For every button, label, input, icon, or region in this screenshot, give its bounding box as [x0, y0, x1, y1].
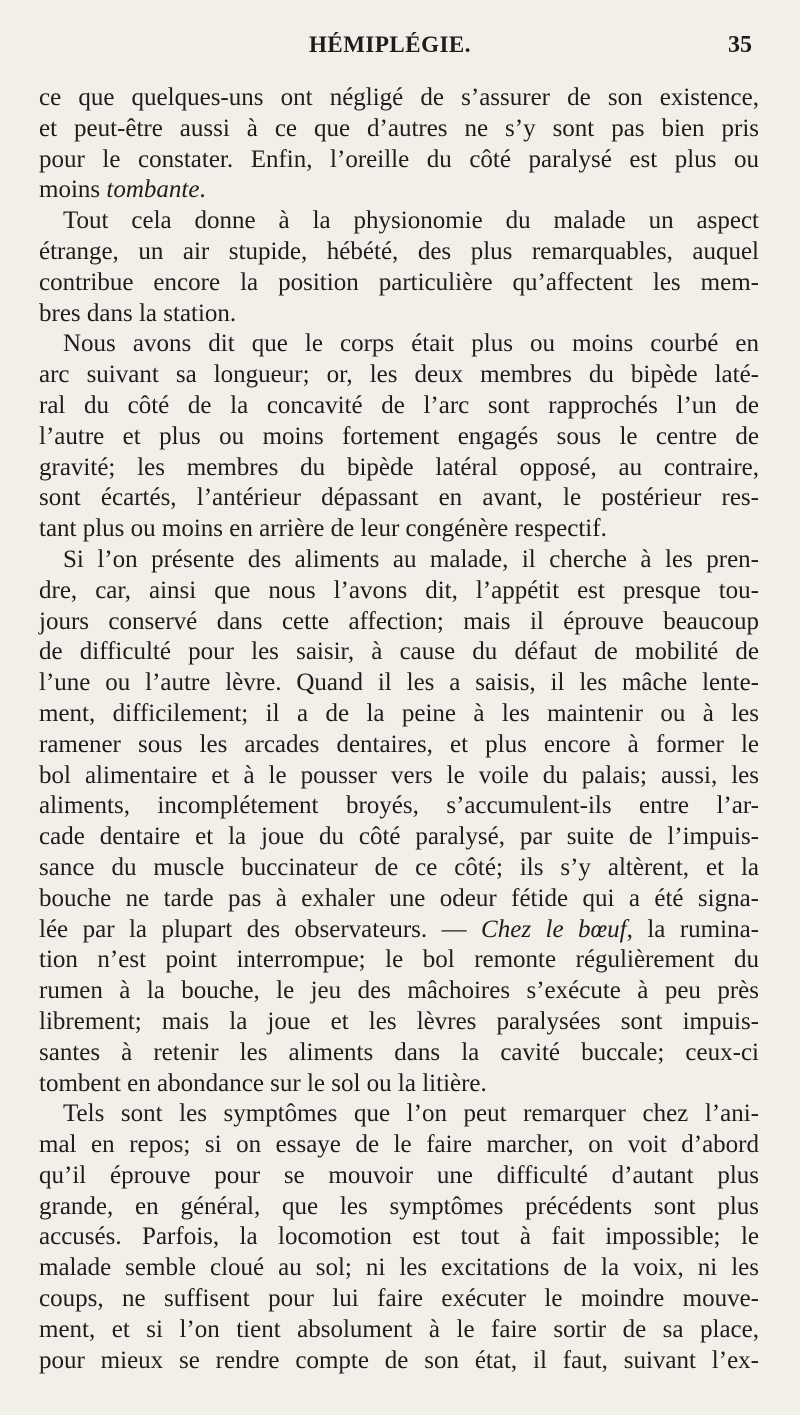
line-text: librement; mais la joue et les lèvres paralysées sont impuis-	[39, 1007, 759, 1035]
line-text: Si l’on présente des aliments au malade, il cherche à les pren-	[63, 545, 759, 573]
text-line	[39, 83, 759, 114]
text-line	[39, 329, 759, 360]
text-line	[39, 1222, 759, 1253]
paragraph	[39, 1099, 759, 1376]
line-text: jours conservé dans cette affection; mais il éprouve beaucoup	[39, 607, 759, 635]
line-text: rumen à la bouche, le jeu des mâchoires s’exécute à peu près	[39, 977, 759, 1005]
line-text: arc suivant sa longueur; or, les deux membres du bipède laté-	[39, 361, 759, 389]
line-text: santes à retenir les aliments dans la cavité buccale; ceux-ci	[39, 1038, 759, 1066]
line-text: qu’il éprouve pour se mouvoir une difficulté d’autant plus	[39, 1161, 759, 1189]
line-text: pour le constater. Enfin, l’oreille du côté paralysé est plus ou	[39, 145, 759, 173]
text-line	[39, 884, 759, 915]
paragraph	[39, 545, 759, 1099]
text-line	[39, 576, 759, 607]
line-text: bouche ne tarde pas à exhaler une odeur fétide qui a été signa-	[39, 884, 759, 912]
line-text: lée par la plupart des observateurs. —	[39, 915, 482, 943]
text-line	[39, 299, 759, 330]
line-text: sont écartés, l’antérieur dépassant en avant, le postérieur res-	[39, 484, 759, 512]
body-text	[39, 83, 759, 1376]
text-line	[39, 114, 759, 145]
text-line	[39, 268, 759, 299]
text-line	[39, 1130, 759, 1161]
line-text: contribue encore la position particulière qu’affectent les mem-	[39, 268, 759, 296]
text-line	[39, 1007, 759, 1038]
line-text: aliments, incomplétement broyés, s’accumulent-ils entre l’ar-	[39, 792, 759, 820]
text-line	[39, 607, 759, 638]
text-line	[39, 699, 759, 730]
line-text: moins	[39, 176, 107, 204]
line-text: tant plus ou moins en arrière de leur congénère respectif.	[39, 515, 607, 543]
line-text: Nous avons dit que le corps était plus ou moins courbé en	[63, 330, 759, 358]
text-line	[39, 237, 759, 268]
text-line	[39, 1192, 759, 1223]
text-line	[39, 1099, 759, 1130]
line-text: bol alimentaire et à le pousser vers le voile du palais; aussi, les	[39, 761, 759, 789]
line-text: grande, en général, que les symptômes précédents sont plus	[39, 1192, 759, 1220]
line-text: gravité; les membres du bipède latéral opposé, au contraire,	[39, 453, 759, 481]
line-text: accusés. Parfois, la locomotion est tout à fait impossible; le	[39, 1223, 759, 1251]
line-text: et peut-être aussi à ce que d’autres ne s’y sont pas bien pris	[39, 114, 759, 142]
running-title: HÉMIPLÉGIE.	[308, 32, 472, 57]
text-line	[39, 761, 759, 792]
line-text: dre, car, ainsi que nous l’avons dit, l’appétit est presque tou-	[39, 576, 759, 604]
italic-text: tombante	[106, 176, 200, 204]
text-line	[39, 791, 759, 822]
italic-text: Chez le bœuf	[481, 915, 627, 943]
page-header	[0, 32, 800, 66]
text-line	[39, 391, 759, 422]
text-line	[39, 1315, 759, 1346]
line-text: Tels sont les symptômes que l’on peut remarquer chez l’ani-	[63, 1100, 759, 1128]
text-line	[39, 915, 759, 946]
text-line	[39, 1038, 759, 1069]
text-line	[39, 1346, 759, 1377]
line-text-tail: .	[199, 176, 206, 204]
line-text: Tout cela donne à la physionomie du malade un aspect	[63, 207, 759, 235]
paragraph	[39, 329, 759, 545]
text-line	[39, 945, 759, 976]
line-text-tail: , la rumina-	[626, 915, 759, 943]
text-line	[39, 668, 759, 699]
line-text: ramener sous les arcades dentaires, et plus encore à former le	[39, 730, 759, 758]
line-text: sance du muscle buccinateur de ce côté; ils s’y altèrent, et la	[39, 853, 759, 881]
line-text: ment, et si l’on tient absolument à le faire sortir de sa place,	[39, 1315, 759, 1343]
line-text: ment, difficilement; il a de la peine à les maintenir ou à les	[39, 699, 759, 727]
text-line	[39, 514, 759, 545]
paragraph	[39, 206, 759, 329]
page-number: 35	[728, 32, 752, 58]
line-text: coups, ne suffisent pour lui faire exécuter le moindre mouve-	[39, 1285, 759, 1313]
line-text: pour mieux se rendre compte de son état, il faut, suivant l’ex-	[39, 1346, 759, 1374]
line-text: ce que quelques-uns ont négligé de s’assurer de son existence,	[39, 84, 759, 111]
line-text: mal en repos; si on essaye de le faire marcher, on voit d’abord	[39, 1131, 759, 1159]
paragraph	[39, 83, 759, 206]
text-line	[39, 360, 759, 391]
text-line	[39, 206, 759, 237]
text-line	[39, 175, 759, 206]
line-text: cade dentaire et la joue du côté paralysé, par suite de l’impuis-	[39, 823, 759, 851]
line-text: l’une ou l’autre lèvre. Quand il les a saisis, il les mâche lente-	[39, 669, 759, 697]
line-text: l’autre et plus ou moins fortement engagés sous le centre de	[39, 422, 759, 450]
text-line	[39, 1253, 759, 1284]
line-text: bres dans la station.	[39, 299, 237, 327]
line-text: malade semble cloué au sol; ni les excitations de la voix, ni les	[39, 1254, 759, 1282]
text-line	[39, 853, 759, 884]
text-line	[39, 422, 759, 453]
text-line	[39, 637, 759, 668]
text-line	[39, 1069, 759, 1100]
text-line	[39, 976, 759, 1007]
text-line	[39, 730, 759, 761]
text-line	[39, 145, 759, 176]
line-text: tombent en abondance sur le sol ou la litière.	[39, 1069, 487, 1097]
text-line	[39, 453, 759, 484]
text-line	[39, 1161, 759, 1192]
line-text: de difficulté pour les saisir, à cause du défaut de mobilité de	[39, 638, 759, 666]
line-text: ral du côté de la concavité de l’arc sont rapprochés l’un de	[39, 391, 759, 419]
text-line	[39, 822, 759, 853]
text-line	[39, 1284, 759, 1315]
text-line	[39, 483, 759, 514]
text-line	[39, 545, 759, 576]
line-text: étrange, un air stupide, hébété, des plus remarquables, auquel	[39, 237, 759, 265]
line-text: tion n’est point interrompue; le bol remonte régulièrement du	[39, 946, 759, 974]
